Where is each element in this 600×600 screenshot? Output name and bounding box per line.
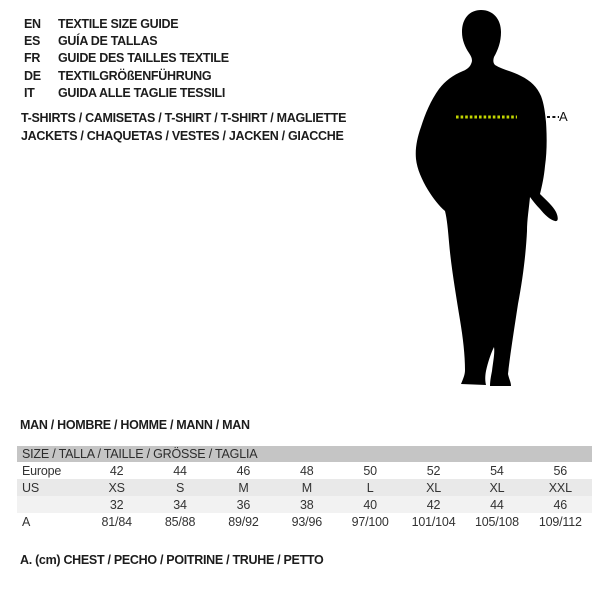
size-cell: 89/92 [228,514,259,529]
language-code: ES [24,33,41,48]
section-heading-man: MAN / HOMBRE / HOMME / MANN / MAN [20,418,250,432]
table-row-chest-cm [17,513,592,530]
language-code: FR [24,51,41,66]
size-cell: 38 [300,497,314,512]
guide-title: GUÍA DE TALLAS [58,33,158,48]
language-row [24,50,229,67]
size-cell: M [301,480,312,495]
size-cell: 54 [490,463,504,478]
size-cell: 109/112 [538,514,582,529]
table-row-us [17,479,592,496]
size-cell: 34 [173,497,187,512]
size-cell: 40 [363,497,377,512]
guide-title: TEXTILGRÖßENFÜHRUNG [58,68,212,83]
row-label: A [22,514,31,529]
language-code: EN [24,16,41,31]
size-cell: L [366,480,374,495]
size-cell: XL [426,480,441,495]
size-cell: XS [108,480,125,495]
size-cell: 46 [236,463,251,478]
language-code: IT [24,85,35,100]
size-cell: 105/108 [475,514,519,529]
language-row [24,32,229,49]
row-label: US [22,480,39,495]
size-cell: 42 [426,497,441,512]
language-row [24,84,229,101]
row-label: Europe [22,463,62,478]
language-code: DE [24,68,41,83]
size-cell: XL [489,480,505,495]
guide-title: GUIDA ALLE TAGLIE TESSILI [58,85,226,100]
size-cell: 56 [553,463,568,478]
table-row-europe [17,462,592,479]
language-row [24,15,229,32]
size-cell: 52 [426,463,441,478]
size-cell: 101/104 [411,514,456,529]
garment-categories [21,109,346,145]
size-cell: S [175,480,185,495]
size-cell: 44 [490,497,504,512]
size-cell: 32 [109,497,124,512]
man-silhouette [400,0,600,400]
language-row [24,67,229,84]
size-table [17,446,592,530]
size-cell: 93/96 [291,514,322,529]
guide-title: TEXTILE SIZE GUIDE [58,16,179,31]
guide-title: GUIDE DES TAILLES TEXTILE [58,51,229,66]
size-cell: 44 [173,463,187,478]
size-cell: M [238,480,249,495]
category-line-jackets: JACKETS / CHAQUETAS / VESTES / JACKEN / GIACCHE [21,129,344,143]
size-table-header-label: SIZE / TALLA / TAILLE / GRÖSSE / TAGLIA [22,447,258,461]
measurement-footnote: A. (cm) CHEST / PECHO / POITRINE / TRUHE / PETTO [20,553,324,567]
size-cell: 97/100 [351,514,389,529]
size-table-header-bar [17,446,592,462]
size-cell: XXL [548,480,572,495]
size-cell: 36 [236,497,251,512]
size-cell: 48 [300,463,314,478]
measurement-label-a: A [559,109,568,124]
man-silhouette-shape [416,10,558,386]
table-row-us-numeric [17,496,592,513]
size-cell: 42 [109,463,124,478]
size-cell: 85/88 [164,514,196,529]
language-guide-list [24,15,229,101]
size-cell: 46 [553,497,568,512]
category-line-tshirts: T-SHIRTS / CAMISETAS / T-SHIRT / T-SHIRT / MAGLIETTE [21,111,347,125]
size-cell: 81/84 [101,514,132,529]
size-cell: 50 [363,463,377,478]
